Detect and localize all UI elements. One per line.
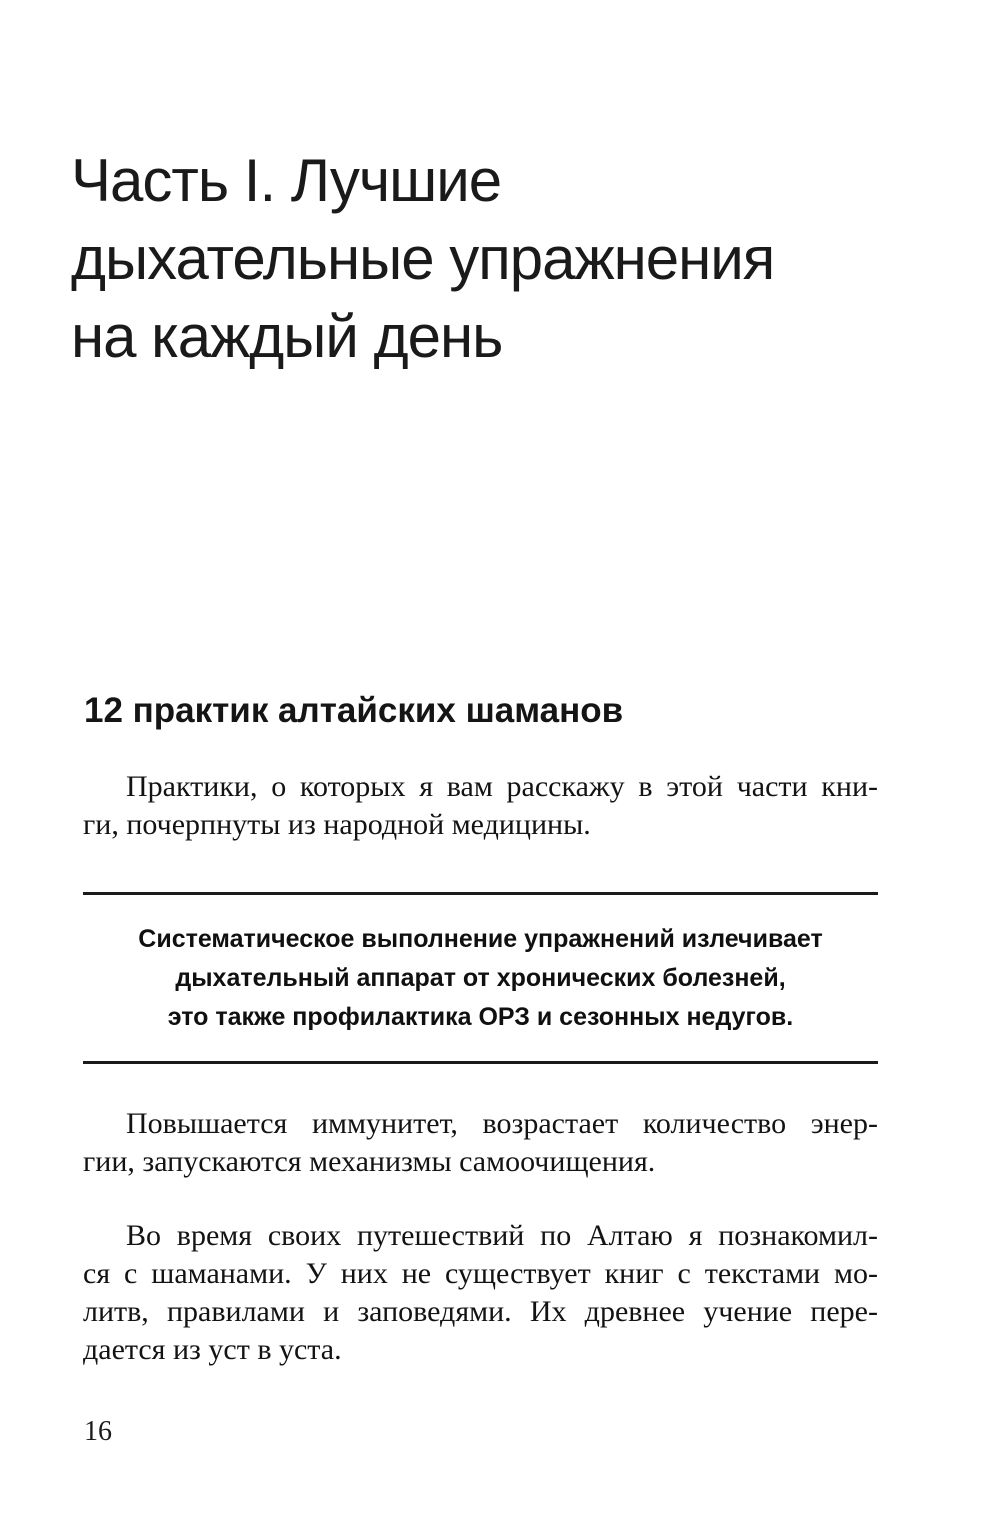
paragraph-line: гии, запускаются механизмы самоочищения.	[83, 1145, 656, 1178]
paragraph-line: Повышается иммунитет, возрастает количество энер-	[126, 1107, 878, 1140]
paragraph-line: дается из уст в уста.	[83, 1333, 342, 1366]
paragraph-intro	[83, 768, 878, 844]
paragraph-line: ся с шаманами. У них не существует книг с текстами мо-	[83, 1257, 878, 1290]
part-title-line-2: дыхательные упражнения	[71, 225, 775, 292]
paragraph-shamans	[83, 1217, 878, 1369]
divider-line-bottom	[83, 1061, 878, 1064]
callout-line-3: это также профилактика ОРЗ и сезонных недугов.	[167, 1003, 794, 1031]
paragraph-line: Во время своих путешествий по Алтаю я познакомил-	[126, 1219, 878, 1252]
part-title-line-1: Часть I. Лучшие	[71, 147, 502, 214]
paragraph-immunity	[83, 1105, 878, 1181]
paragraph-line: Практики, о которых я вам расскажу в этой части кни-	[126, 770, 878, 803]
callout-line-1: Систематическое выполнение упражнений излечивает	[138, 925, 823, 953]
callout-quote	[83, 920, 878, 1037]
section-heading: 12 практик алтайских шаманов	[84, 691, 624, 730]
divider-line-top	[83, 892, 878, 895]
part-title	[71, 142, 951, 376]
paragraph-line: литв, правилами и заповедями. Их древнее учение пере-	[83, 1295, 878, 1328]
page-number: 16	[84, 1416, 112, 1447]
part-title-line-3: на каждый день	[71, 303, 503, 370]
callout-line-2: дыхательный аппарат от хронических болезней,	[175, 964, 786, 992]
paragraph-line: ги, почерпнуты из народной медицины.	[83, 808, 591, 841]
